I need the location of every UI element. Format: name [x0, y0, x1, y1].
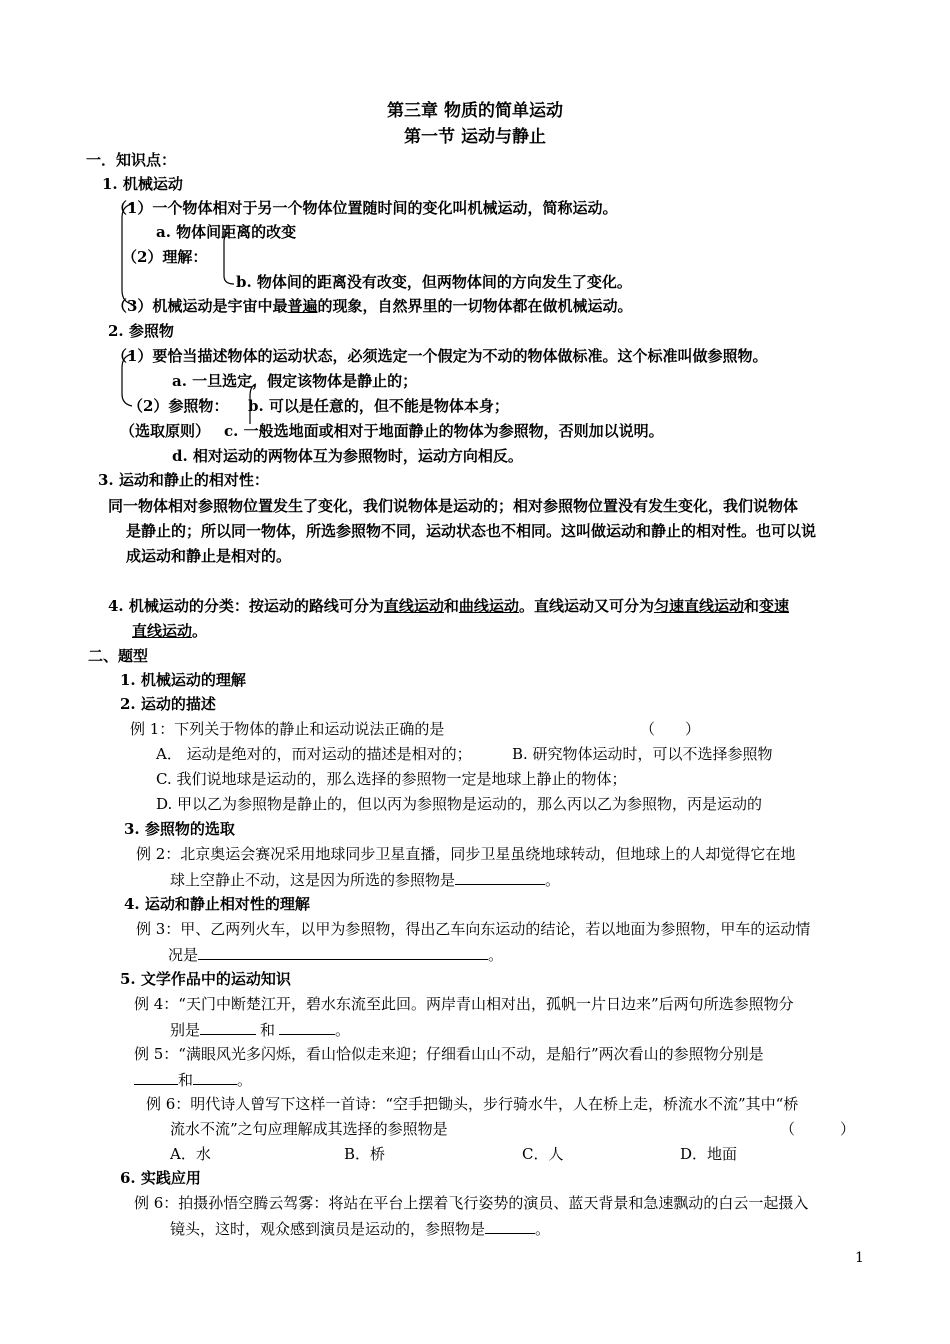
ex2-end: 。 [545, 871, 561, 889]
s1-p2: （2）理解： [122, 248, 208, 266]
ex2-line2 [170, 869, 560, 890]
ex5-mid: 和 [178, 1071, 194, 1089]
ex4-line2 [170, 1019, 350, 1040]
s4-curvilinear-motion: 曲线运动 [458, 597, 519, 615]
ex6-answer-paren: （ ） [780, 1120, 856, 1138]
s3-line3: 成运动和静止是相对的。 [126, 547, 292, 565]
type4-heading: 4. 运动和静止相对性的理解 [124, 895, 310, 913]
s4-uniform-linear: 匀速直线运动 [653, 597, 744, 615]
ex1-option-c: C. 我们说地球是运动的，那么选择的参照物一定是地球上静止的物体； [156, 770, 627, 788]
s2-heading: 2. 参照物 [108, 322, 174, 340]
s1-heading: 1. 机械运动 [102, 175, 183, 193]
s2-selection-principle: （选取原则） [120, 422, 211, 440]
ex4-blank-2 [279, 1019, 335, 1035]
ex4-end: 。 [335, 1021, 351, 1039]
part1-heading: 一．知识点： [86, 151, 177, 169]
ex7-blank [485, 1218, 535, 1234]
ex7-text: 镜头，这时，观众感到演员是运动的，参照物是 [170, 1220, 486, 1238]
ex4-blank-1 [200, 1019, 256, 1035]
s3-line2: 是静止的；所以同一物体，所选参照物不同，运动状态也不相同。这叫做运动和静止的相对性。也可以说 [126, 522, 817, 540]
type6-heading: 6. 实践应用 [120, 1169, 201, 1187]
s4-c: 。直线运动又可分为 [518, 597, 654, 615]
s2-b: b. 可以是任意的，但不能是物体本身； [248, 397, 509, 415]
s1-p3-a: （3）机械运动是宇宙中最 [112, 297, 288, 315]
ex6-option-a: A．水 [170, 1145, 211, 1163]
s1-a: a. 物体间距离的改变 [156, 223, 297, 241]
s1-p1: （1）一个物体相对于另一个物体位置随时间的变化叫机械运动，简称运动。 [112, 199, 618, 217]
ex6-line1: 例 6：明代诗人曾写下这样一首诗：“空手把锄头，步行骑水牛，人在桥上走，桥流水不流”其中“桥 [146, 1095, 799, 1113]
type2-heading: 2. 运动的描述 [120, 695, 216, 713]
ex6-option-d: D．地面 [680, 1145, 738, 1163]
s1-p3-underline: 普遍 [287, 297, 318, 315]
ex7-line2 [170, 1218, 550, 1239]
ex5-line1: 例 5：“满眼风光多闪烁，看山恰似走来迎；仔细看山山不动，是船行”两次看山的参照物分别是 [134, 1045, 764, 1063]
ex3-line1: 例 3：甲、乙两列火车，以甲为参照物，得出乙车向东运动的结论，若以地面为参照物，甲车的运动情 [136, 920, 811, 938]
ex1-option-b: B. 研究物体运动时，可以不选择参照物 [512, 745, 773, 763]
type5-heading: 5. 文学作品中的运动知识 [120, 970, 291, 988]
s2-c: c. 一般选地面或相对于地面静止的物体为参照物，否则加以说明。 [224, 422, 664, 440]
section-title: 第一节 运动与静止 [404, 127, 546, 147]
s2-p2: （2）参照物： [128, 397, 229, 415]
s4-line1 [108, 596, 789, 616]
s3-line1: 同一物体相对参照物位置发生了变化，我们说物体是运动的；相对参照物位置没有发生变化，我们说物体 [108, 497, 799, 515]
s4-variable-b: 直线运动 [132, 622, 193, 640]
ex5-blank-1 [134, 1069, 178, 1085]
s2-d: d. 相对运动的两物体互为参照物时，运动方向相反。 [172, 447, 523, 465]
ex6-line2: 流水不流”之句应理解成其选择的参照物是 [170, 1120, 448, 1138]
s1-p3-b: 的现象，自然界里的一切物体都在做机械运动。 [317, 297, 633, 315]
s2-p1: （1）要恰当描述物体的运动状态，必须选定一个假定为不动的物体做标准。这个标准叫做参照物。 [112, 347, 768, 365]
ex6-option-b: B．桥 [344, 1145, 386, 1163]
s4-variable-a: 变速 [758, 597, 789, 615]
ex2-line1: 例 2：北京奥运会赛况采用地球同步卫星直播，同步卫星虽绕地球转动，但地球上的人却觉得它在地 [136, 845, 796, 863]
ex1-answer-paren: （ ） [640, 720, 701, 738]
s4-line2 [132, 621, 207, 641]
part2-heading: 二、题型 [88, 647, 149, 665]
ex5-blank-2 [193, 1069, 237, 1085]
type3-heading: 3. 参照物的选取 [124, 820, 235, 838]
ex1-option-a: A． 运动是绝对的，而对运动的描述是相对的； [156, 745, 472, 763]
s4-linear-motion: 直线运动 [383, 597, 444, 615]
s4-b: 和 [443, 597, 459, 615]
ex7-line1: 例 6：拍摄孙悟空腾云驾雾：将站在平台上摆着飞行姿势的演员、蓝天背景和急速飘动的白云一起摄入 [134, 1194, 809, 1212]
chapter-title: 第三章 物质的简单运动 [387, 101, 563, 121]
ex3-text: 况是 [168, 946, 199, 964]
ex2-blank [455, 869, 545, 885]
ex1-question: 例 1：下列关于物体的静止和运动说法正确的是 [130, 720, 445, 738]
page-number: 1 [855, 1250, 864, 1266]
s1-b: b. 物体间的距离没有改变，但两物体间的方向发生了变化。 [236, 273, 632, 291]
ex3-end: 。 [488, 946, 504, 964]
s3-heading: 3. 运动和静止的相对性： [98, 471, 269, 489]
s4-e: 。 [192, 622, 208, 640]
s4-d: 和 [743, 597, 759, 615]
ex7-end: 。 [535, 1220, 551, 1238]
type1-heading: 1. 机械运动的理解 [120, 671, 246, 689]
s2-a: a. 一旦选定，假定该物体是静止的； [172, 372, 418, 390]
ex4-text: 别是 [170, 1021, 201, 1039]
ex2-text: 球上空静止不动，这是因为所选的参照物是 [170, 871, 456, 889]
ex5-end: 。 [237, 1071, 253, 1089]
ex4-line1: 例 4：“天门中断楚江开，碧水东流至此回。两岸青山相对出，孤帆一片日边来”后两句所选参照物分 [134, 995, 794, 1013]
s4-a: 4. 机械运动的分类：按运动的路线可分为 [108, 597, 384, 615]
ex3-blank [198, 944, 488, 960]
ex6-option-c: C．人 [522, 1145, 564, 1163]
ex3-line2 [168, 944, 503, 965]
ex5-line2 [134, 1069, 252, 1090]
ex1-option-d: D. 甲以乙为参照物是静止的，但以丙为参照物是运动的，那么丙以乙为参照物，丙是运动的 [156, 795, 763, 813]
ex4-mid: 和 [260, 1021, 276, 1039]
